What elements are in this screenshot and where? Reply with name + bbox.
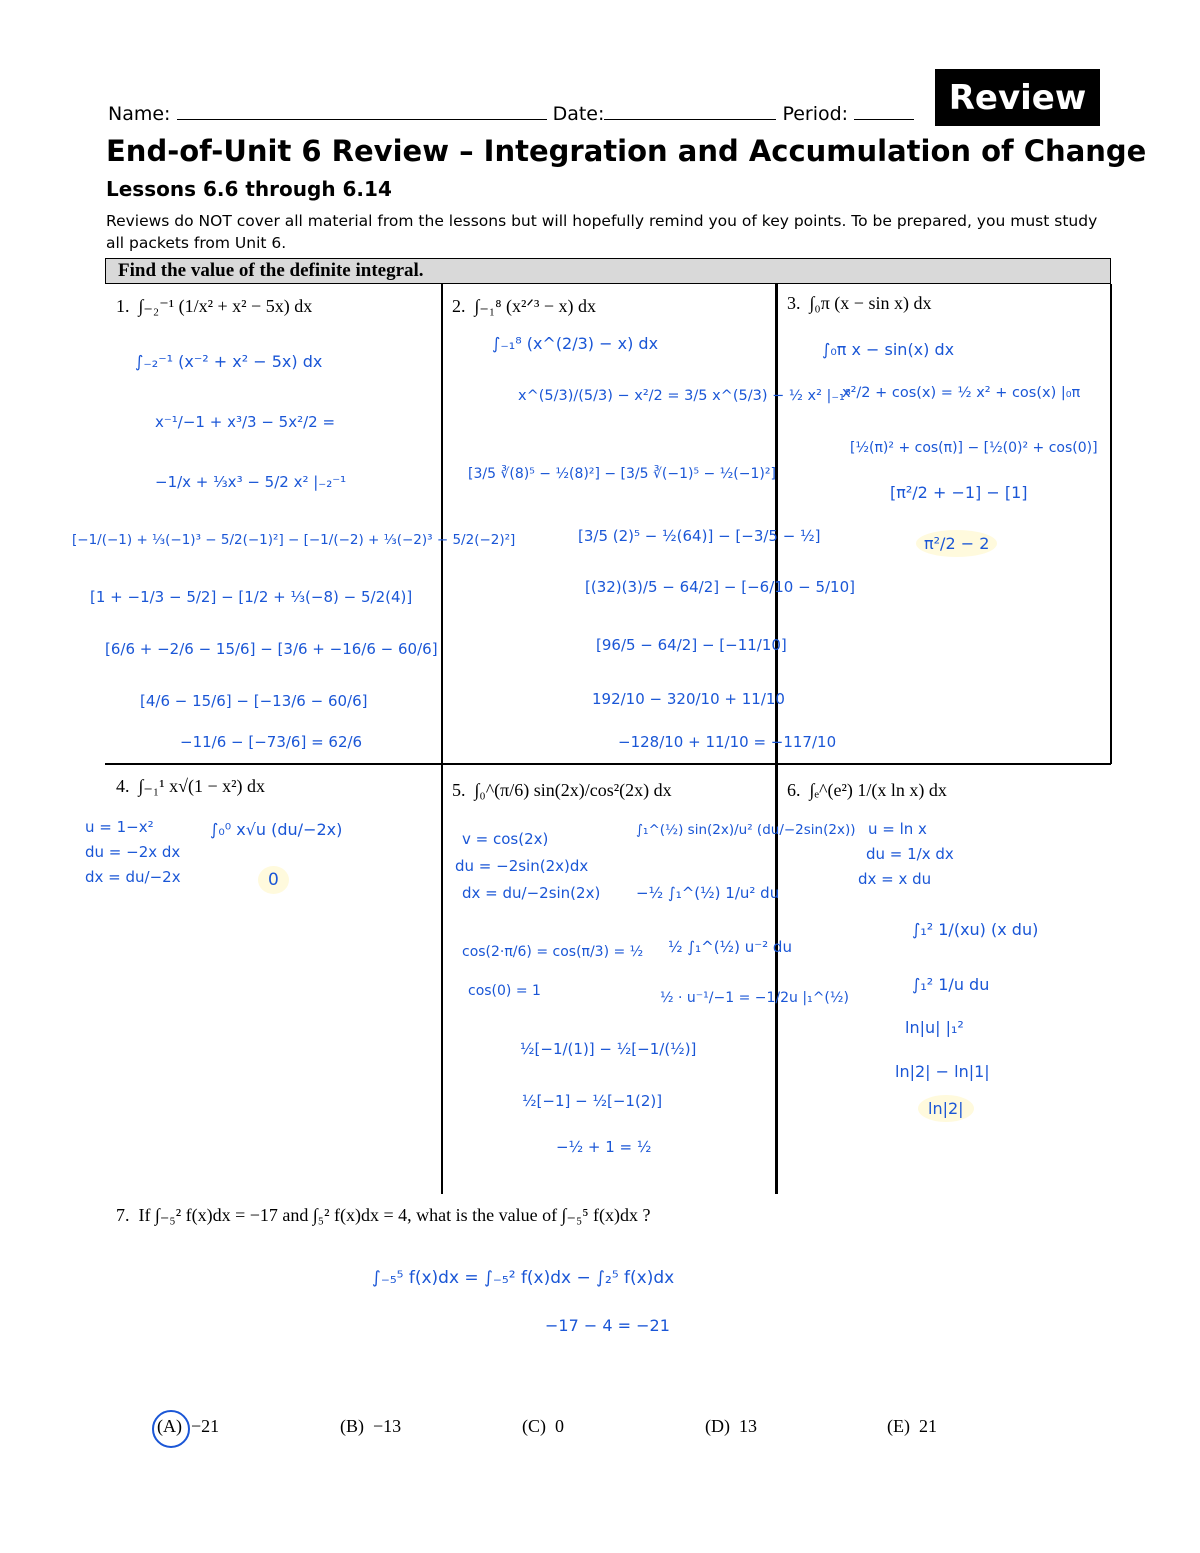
p6-step-7: ln|2| − ln|1| xyxy=(895,1062,990,1081)
q7-work-1: ∫₋₅⁵ f(x)dx = ∫₋₅² f(x)dx − ∫₂⁵ f(x)dx xyxy=(372,1268,675,1288)
p6-step-1: u = ln x xyxy=(868,820,927,838)
name-label: Name: xyxy=(108,103,171,125)
p2-step-7: 192/10 − 320/10 + 11/10 xyxy=(592,690,785,708)
p5-step-3: dx = du/−2sin(2x) xyxy=(462,884,601,902)
p1-step-1: ∫₋₂⁻¹ (x⁻² + x² − 5x) dx xyxy=(135,352,323,371)
p5-answer: −½ + 1 = ½ xyxy=(556,1138,652,1156)
p3-step-4: [π²/2 + −1] − [1] xyxy=(890,483,1028,502)
p3-step-1: ∫₀π x − sin(x) dx xyxy=(822,340,955,359)
review-badge: Review xyxy=(935,69,1100,126)
p3-step-2: x²/2 + cos(x) = ½ x² + cos(x) |₀π xyxy=(842,385,1081,401)
p2-step-6: [96/5 − 64/2] − [−11/10] xyxy=(596,636,787,654)
choice-b[interactable]: (B) −13 xyxy=(340,1416,402,1436)
p2-step-5: [(32)(3)/5 − 64/2] − [−6/10 − 5/10] xyxy=(585,578,855,596)
p5-step-9: ½ · u⁻¹/−1 = −1/2u |₁^(½) xyxy=(660,990,849,1006)
p5-step-4: cos(2·π/6) = cos(π/3) = ½ xyxy=(462,944,644,960)
p5-step-2: du = −2sin(2x)dx xyxy=(455,857,589,875)
p4-step-4: ∫₀⁰ x√u (du/−2x) xyxy=(210,820,343,839)
problem-6: 6. ∫ₑ^(e²) 1/(x ln x) dx xyxy=(787,780,947,800)
p5-step-5: cos(0) = 1 xyxy=(468,983,541,999)
grid-row-divider xyxy=(105,763,1111,765)
problem-3: 3. ∫₀π (x − sin x) dx xyxy=(787,293,932,313)
page-subtitle: Lessons 6.6 through 6.14 xyxy=(106,177,392,201)
p6-step-4: ∫₁² 1/(xu) (x du) xyxy=(912,920,1039,939)
p3-answer: π²/2 − 2 xyxy=(916,530,997,557)
p5-step-10: ½[−1/(1)] − ½[−1/(½)] xyxy=(520,1040,697,1058)
problem-2: 2. ∫₋₁⁸ (x²ᐟ³ − x) dx xyxy=(452,296,597,316)
page-title: End-of-Unit 6 Review – Integration and Accumulation of Change xyxy=(106,134,1147,168)
choice-d[interactable]: (D) 13 xyxy=(705,1416,757,1436)
intro-text: Reviews do NOT cover all material from the lessons but will hopefully remind you of key points. To be prepared, you must study all packets from Unit 6. xyxy=(106,212,1098,252)
date-field[interactable] xyxy=(604,101,776,120)
p2-step-2: x^(5/3)/(5/3) − x²/2 = 3/5 x^(5/3) − ½ x² |₋₁⁸ xyxy=(518,388,851,404)
problem-4: 4. ∫₋₁¹ x√(1 − x²) dx xyxy=(116,776,266,796)
p1-step-4: [−1/(−1) + ⅓(−1)³ − 5/2(−1)²] − [−1/(−2) + ⅓(−2)³ − 5/2(−2)²] xyxy=(72,532,516,548)
p5-step-1: v = cos(2x) xyxy=(462,830,549,848)
problem-1: 1. ∫₋₂⁻¹ (1/x² + x² − 5x) dx xyxy=(116,296,313,316)
name-field[interactable] xyxy=(177,101,547,120)
period-label: Period: xyxy=(782,103,849,125)
p6-answer: ln|2| xyxy=(918,1095,974,1122)
p5-step-6: ∫₁^(½) sin(2x)/u² (du/−2sin(2x)) xyxy=(636,822,856,838)
p5-step-8: ½ ∫₁^(½) u⁻² du xyxy=(668,938,792,956)
section-heading: Find the value of the definite integral. xyxy=(105,258,1111,284)
grid-divider-1 xyxy=(441,284,443,1194)
p6-step-2: du = 1/x dx xyxy=(866,845,954,863)
p4-answer: 0 xyxy=(258,866,289,894)
p5-step-11: ½[−1] − ½[−1(2)] xyxy=(522,1092,663,1110)
p2-step-3: [3/5 ∛(8)⁵ − ½(8)²] − [3/5 ∛(−1)⁵ − ½(−1)²] xyxy=(468,466,776,482)
p1-step-7: [4/6 − 15/6] − [−13/6 − 60/6] xyxy=(140,692,368,710)
question-7: 7. If ∫₋₅² f(x)dx = −17 and ∫₅² f(x)dx = 4, what is the value of ∫₋₅⁵ f(x)dx ? xyxy=(116,1205,651,1225)
p5-step-7: −½ ∫₁^(½) 1/u² du xyxy=(636,884,780,902)
grid-divider-right xyxy=(1110,284,1112,764)
p4-step-3: dx = du/−2x xyxy=(85,868,181,886)
p6-step-5: ∫₁² 1/u du xyxy=(912,975,990,994)
p6-step-6: ln|u| |₁² xyxy=(905,1018,964,1037)
p2-step-4: [3/5 (2)⁵ − ½(64)] − [−3/5 − ½] xyxy=(578,527,821,545)
p4-step-2: du = −2x dx xyxy=(85,843,181,861)
choice-e[interactable]: (E) 21 xyxy=(887,1416,937,1436)
problem-5: 5. ∫₀^(π/6) sin(2x)/cos²(2x) dx xyxy=(452,780,672,800)
p2-step-8: −128/10 + 11/10 = −117/10 xyxy=(618,733,837,751)
p1-step-6: [6/6 + −2/6 − 15/6] − [3/6 + −16/6 − 60/6] xyxy=(105,640,438,658)
period-field[interactable] xyxy=(854,101,914,120)
p1-step-8: −11/6 − [−73/6] = 62/6 xyxy=(180,733,363,751)
p1-step-2: x⁻¹/−1 + x³/3 − 5x²/2 = xyxy=(155,413,336,431)
p3-step-3: [½(π)² + cos(π)] − [½(0)² + cos(0)] xyxy=(850,440,1098,456)
p2-step-1: ∫₋₁⁸ (x^(2/3) − x) dx xyxy=(492,334,659,353)
header-fields xyxy=(108,101,914,125)
choice-a[interactable]: (A) −21 xyxy=(157,1416,220,1436)
date-label: Date: xyxy=(552,103,605,125)
q7-work-2: −17 − 4 = −21 xyxy=(545,1316,670,1335)
p1-step-3: −1/x + ⅓x³ − 5/2 x² |₋₂⁻¹ xyxy=(155,473,347,491)
p1-step-5: [1 + −1/3 − 5/2] − [1/2 + ⅓(−8) − 5/2(4)] xyxy=(90,588,413,606)
p4-step-1: u = 1−x² xyxy=(85,818,154,836)
p6-step-3: dx = x du xyxy=(858,870,932,888)
choice-c[interactable]: (C) 0 xyxy=(522,1416,564,1436)
